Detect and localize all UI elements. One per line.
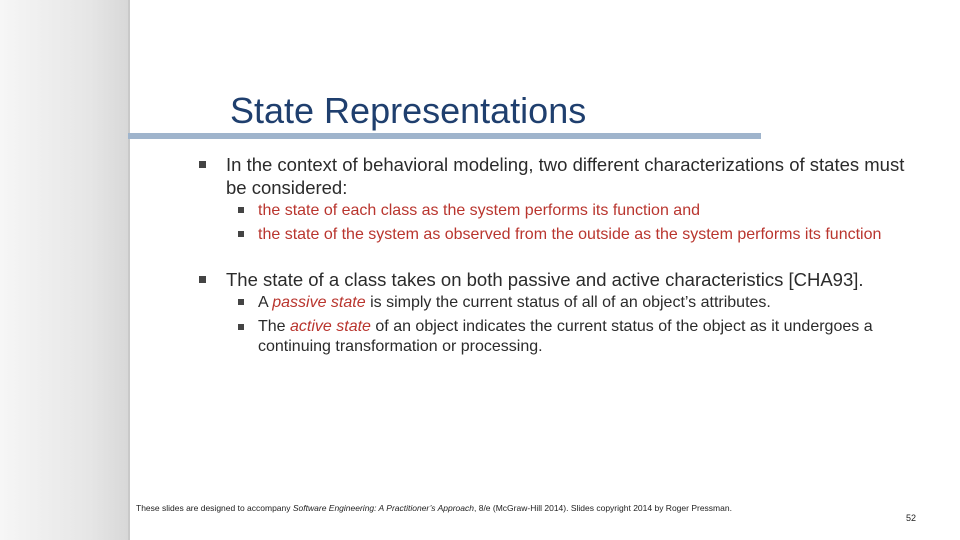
slide-footer-citation: These slides are designed to accompany Software Engineering: A Practitioner’s Approach, 8/e (McGraw-Hill 2014). Slides copyright 2014 by Roger Pressman.: [136, 503, 732, 513]
bullet-2-text: The state of a class takes on both passive and active characteristics [CHA93].: [226, 269, 864, 290]
title-underline-rule: [128, 133, 761, 139]
square-bullet-icon: [238, 299, 244, 305]
page-number: 52: [906, 513, 917, 523]
square-bullet-icon: [238, 231, 244, 237]
bullet-2-sub-2-text: The active state of an object indicates the current status of the object as it undergoes a continuing transformation or processing.: [258, 318, 873, 355]
bullet-1-sub-1-text: the state of each class as the system performs its function and: [258, 202, 700, 219]
passive-state-term: passive state: [272, 294, 366, 311]
left-decorative-band: [0, 0, 128, 540]
bullet-2-sub-1-text: A passive state is simply the current status of all of an object’s attributes.: [258, 294, 771, 311]
square-bullet-icon: [238, 324, 244, 330]
square-bullet-icon: [199, 161, 206, 168]
bullet-1-sub-2-text: the state of the system as observed from the outside as the system performs its function: [258, 226, 882, 243]
slide-title: State Representations: [230, 90, 587, 131]
book-title: Software Engineering: A Practitioner’s Approach: [292, 503, 474, 513]
bullet-1-text: In the context of behavioral modeling, two different characterizations of states must be considered:: [226, 154, 905, 198]
square-bullet-icon: [238, 207, 244, 213]
square-bullet-icon: [199, 276, 206, 283]
left-band-edge: [128, 0, 130, 540]
active-state-term: active state: [290, 318, 371, 335]
